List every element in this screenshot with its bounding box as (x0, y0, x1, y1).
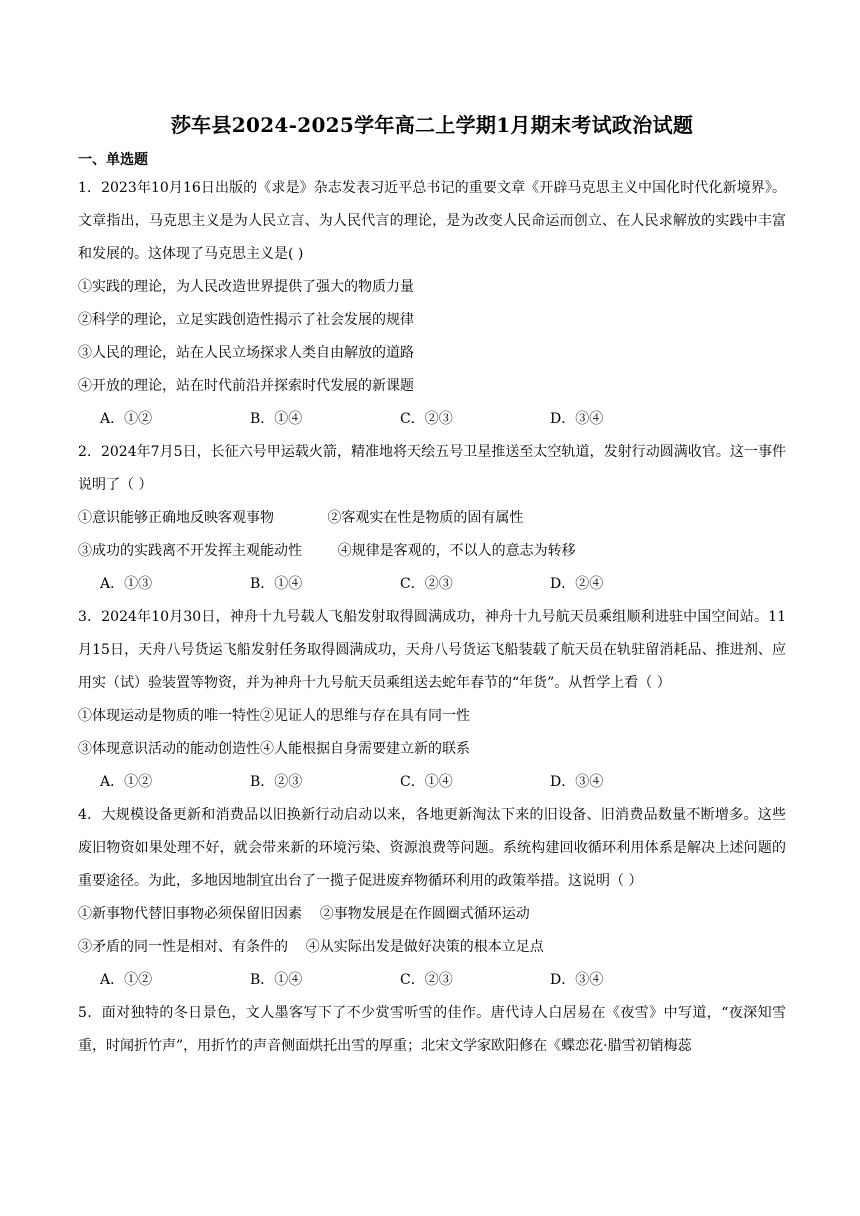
statement-option: ③人民的理论，站在人民立场探求人类自由解放的道路 (78, 345, 414, 361)
section-heading: 一、单选题 (78, 152, 148, 168)
statement-option: ①意识能够正确地反映客观事物 ②客观实在性是物质的固有属性 (78, 510, 524, 526)
answer-choices (78, 964, 786, 997)
question-stem: 2．2024年7月5日，长征六号甲运载火箭，精准地将天绘五号卫星推送至太空轨道，发射行动圆满收官。这一事件说明了（ ） (78, 444, 786, 493)
question-1 (78, 172, 786, 436)
exam-title: 莎车县2024-2025学年高二上学期1月期末考试政治试题 (170, 113, 694, 137)
statement-option: ①体现运动是物质的唯一特性②见证人的思维与存在具有同一性 (78, 708, 470, 724)
choice-a[interactable]: A．①② (100, 972, 153, 988)
statement-option: ③成功的实践离不开发挥主观能动性 ④规律是客观的，不以人的意志为转移 (78, 543, 576, 559)
statement-option: ③矛盾的同一性是相对、有条件的 ④从实际出发是做好决策的根本立足点 (78, 939, 544, 955)
choice-b[interactable]: B．①④ (250, 972, 303, 988)
statement-option: ③体现意识活动的能动创造性④人能根据自身需要建立新的联系 (78, 741, 470, 757)
question-stem: 5．面对独特的冬日景色，文人墨客写下了不少赏雪听雪的佳作。唐代诗人白居易在《夜雪》中写道，“夜深知雪重，时闻折竹声”，用折竹的声音侧面烘托出雪的厚重；北宋文学家欧阳修在《蝶恋花·腊雪初销梅蕊 (78, 1005, 786, 1054)
choice-c[interactable]: C．②③ (400, 972, 453, 988)
answer-choices (78, 766, 786, 799)
statement-option: ④开放的理论，站在时代前沿并探索时代发展的新课题 (78, 378, 414, 394)
question-stem: 3．2024年10月30日，神舟十九号载人飞船发射取得圆满成功，神舟十九号航天员乘组顺利进驻中国空间站。11月15日，天舟八号货运飞船发射任务取得圆满成功，天舟八号货运飞船装载了航天员在轨驻留消耗品、推进剂、应用实（试）验装置等物资，并为神舟十九号航天员乘组送去蛇年春节的“年货”。从哲学上看（ ） (78, 609, 786, 691)
answer-choices (78, 403, 786, 436)
choice-c[interactable]: C．②③ (400, 411, 453, 427)
statement-option: ②科学的理论，立足实践创造性揭示了社会发展的规律 (78, 312, 414, 328)
statement-option: ①实践的理论，为人民改造世界提供了强大的物质力量 (78, 279, 414, 295)
choice-c[interactable]: C．①④ (400, 774, 453, 790)
choice-a[interactable]: A．①③ (100, 576, 153, 592)
choice-b[interactable]: B．②③ (250, 774, 303, 790)
answer-choices (78, 568, 786, 601)
choice-a[interactable]: A．①② (100, 774, 153, 790)
question-stem: 1．2023年10月16日出版的《求是》杂志发表习近平总书记的重要文章《开辟马克思主义中国化时代化新境界》。文章指出，马克思主义是为人民立言、为人民代言的理论，是为改变人民命运而创立、在人民求解放的实践中丰富和发展的。这体现了马克思主义是( ) (78, 180, 786, 262)
exam-page (78, 112, 786, 1063)
question-2 (78, 436, 786, 601)
choice-d[interactable]: D．③④ (550, 972, 604, 988)
choice-c[interactable]: C．②③ (400, 576, 453, 592)
choice-d[interactable]: D．②④ (550, 576, 604, 592)
question-stem: 4．大规模设备更新和消费品以旧换新行动启动以来，各地更新淘汰下来的旧设备、旧消费品数量不断增多。这些废旧物资如果处理不好，就会带来新的环境污染、资源浪费等问题。系统构建回收循环利用体系是解决上述问题的重要途径。为此，多地因地制宜出台了一揽子促进废弃物循环利用的政策举措。这说明（ ） (78, 807, 786, 889)
question-5 (78, 997, 786, 1063)
choice-a[interactable]: A．①② (100, 411, 153, 427)
question-4 (78, 799, 786, 997)
question-3 (78, 601, 786, 799)
choice-d[interactable]: D．③④ (550, 774, 604, 790)
choice-b[interactable]: B．①④ (250, 411, 303, 427)
statement-option: ①新事物代替旧事物必须保留旧因素 ②事物发展是在作圆圈式循环运动 (78, 906, 530, 922)
choice-b[interactable]: B．①④ (250, 576, 303, 592)
choice-d[interactable]: D．③④ (550, 411, 604, 427)
